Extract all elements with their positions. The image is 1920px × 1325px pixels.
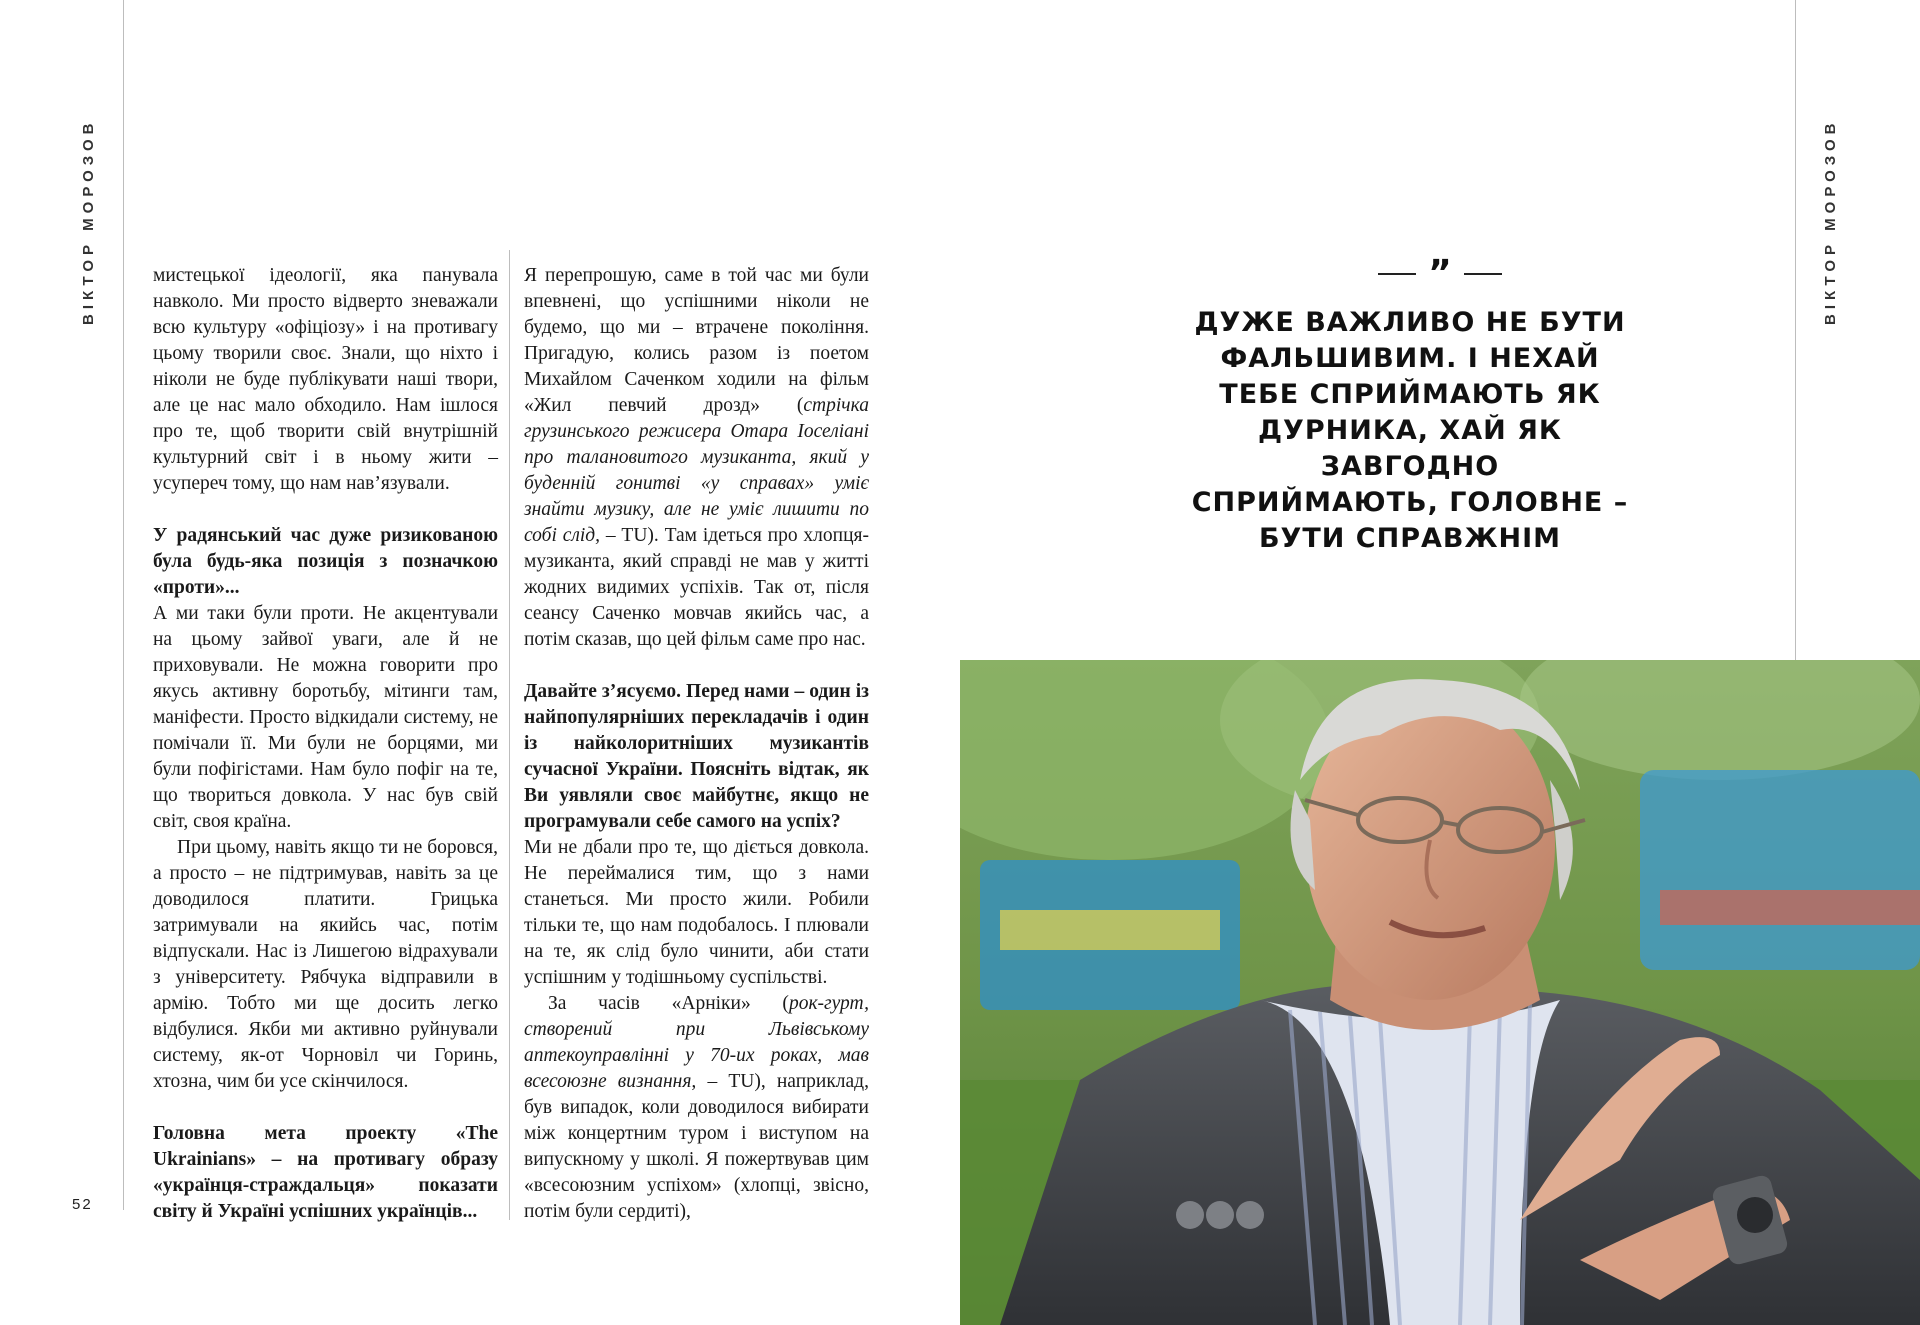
interview-question: Давайте з’ясуємо. Перед нами – один із найпопулярніших перекладачів і один із найколоритніших музикантів сучасної України. Поясніть відтак, як Ви уявляли своє майбутнє, якщо не програмували себе самого на успіх? bbox=[524, 681, 869, 832]
pull-quote bbox=[1170, 305, 1650, 557]
quote-dash-left bbox=[1378, 273, 1416, 275]
editorial-note: стрічка грузинського режисера Отара Іоселіані про талановитого музиканта, який у буденній гонитві «у справах» уміє знайти музику, але не уміє лишити по собі слід, bbox=[524, 395, 869, 546]
quote-dash-right bbox=[1464, 273, 1502, 275]
pull-quote-line: ФАЛЬШИВИМ. І НЕХАЙ bbox=[1220, 343, 1600, 374]
paragraph: мистецької ідеології, яка панувала навколо. Ми просто відверто зневажали всю культуру «офіціозу» і на противагу цьому творили своє. Знали, що ніхто і ніколи не буде публікувати наші твори, але це нас мало обходило. Нам ішлося про те, щоб творити свій внутрішній культурний світ і в ньому жити – усупереч тому, що нам нав’язували. bbox=[153, 265, 498, 494]
left-margin-rule bbox=[123, 0, 124, 1210]
paragraph: Ми не дбали про те, що діється довкола. Не переймалися тим, що з нами станеться. Ми просто жили. Робили тільки те, що нам подобалось. І плювали на те, як слід було чинити, аби стати успішним у тодішньому суспільстві. bbox=[524, 837, 869, 988]
portrait-illustration bbox=[960, 660, 1920, 1325]
paragraph: А ми таки були проти. Не акцентували на цьому зайвої уваги, але й не приховували. Не можна говорити про якусь активну боротьбу, мітинги там, маніфести. Просто відкидали систему, не помічали її. Ми були не борцями, ми були пофігістами. Нам було пофіг на те, що твориться довкола. У нас був свій світ, своя країна. bbox=[153, 603, 498, 832]
running-head-right: ВІКТОР МОРОЗОВ bbox=[1822, 118, 1839, 325]
paragraph: За часів «Арніки» (рок-гурт, створений при Львівському аптекоуправлінні у 70-их роках, мав всесоюзне визнання, – TU), наприклад, був випадок, коли доводилося вибирати між концертним туром і виступом на випускному у школі. Я пожертвував цим «всесоюзним успіхом» (хлопці, звісно, потім були сердиті), bbox=[524, 993, 869, 1222]
text-column-2 bbox=[524, 263, 869, 1225]
right-margin-rule bbox=[1795, 0, 1796, 660]
pull-quote-line: СПРИЙМАЮТЬ, ГОЛОВНЕ – bbox=[1191, 487, 1629, 518]
interview-question: У радянський час дуже ризикованою була будь-яка позиція з позначкою «проти»... bbox=[153, 525, 498, 598]
quote-mark bbox=[1350, 253, 1530, 294]
pull-quote-line: БУТИ СПРАВЖНІМ bbox=[1258, 523, 1562, 554]
paragraph: Я перепрошую, саме в той час ми були впевнені, що успішними ніколи не будемо, що ми – втрачене покоління. Пригадую, колись разом із поетом Михайлом Саченком ходили на фільм «Жил певчий дрозд» (стрічка грузинського режисера Отара Іоселіані про талановитого музиканта, який у буденній гонитві «у справах» уміє знайти музику, але не уміє лишити по собі слід, – TU). Там ідеться про хлопця-музиканта, який справді не мав у житті жодних видимих успіхів. Так от, після сеансу Саченко мовчав якийсь час, а потім сказав, що цей фільм саме про нас. bbox=[524, 265, 869, 650]
page-number: 52 bbox=[72, 1196, 93, 1213]
pull-quote-line: ТЕБЕ СПРИЙМАЮТЬ ЯК bbox=[1219, 379, 1601, 410]
interview-question: Головна мета проекту «The Ukrainians» – на противагу образу «українця-страждальця» показати світу й Україні успішних українців... bbox=[153, 1123, 498, 1222]
paragraph: При цьому, навіть якщо ти не боровся, а просто – не підтримував, навіть за це доводилося платити. Грицька затримували на якийсь час, потім відпускали. Нас із Лишегою відрахували з університету. Рябчука відправили в армію. Тобто ми ще досить легко відбулися. Якби ми активно руйнували систему, як-от Чорновіл чи Горинь, хтозна, чим би усе скінчилося. bbox=[153, 837, 498, 1092]
running-head-left: ВІКТОР МОРОЗОВ bbox=[80, 118, 97, 325]
pull-quote-line: ДУРНИКА, ХАЙ ЯК ЗАВГОДНО bbox=[1257, 415, 1563, 482]
text-column-1 bbox=[153, 263, 498, 1225]
quote-icon: ” bbox=[1428, 253, 1452, 294]
portrait-photo bbox=[960, 660, 1920, 1325]
editorial-note: рок-гурт, створений при Львівському аптекоуправлінні у 70-их роках, мав всесоюзне визнання, bbox=[524, 993, 869, 1092]
column-divider bbox=[509, 250, 510, 1220]
pull-quote-line: ДУЖЕ ВАЖЛИВО НЕ БУТИ bbox=[1194, 307, 1626, 338]
